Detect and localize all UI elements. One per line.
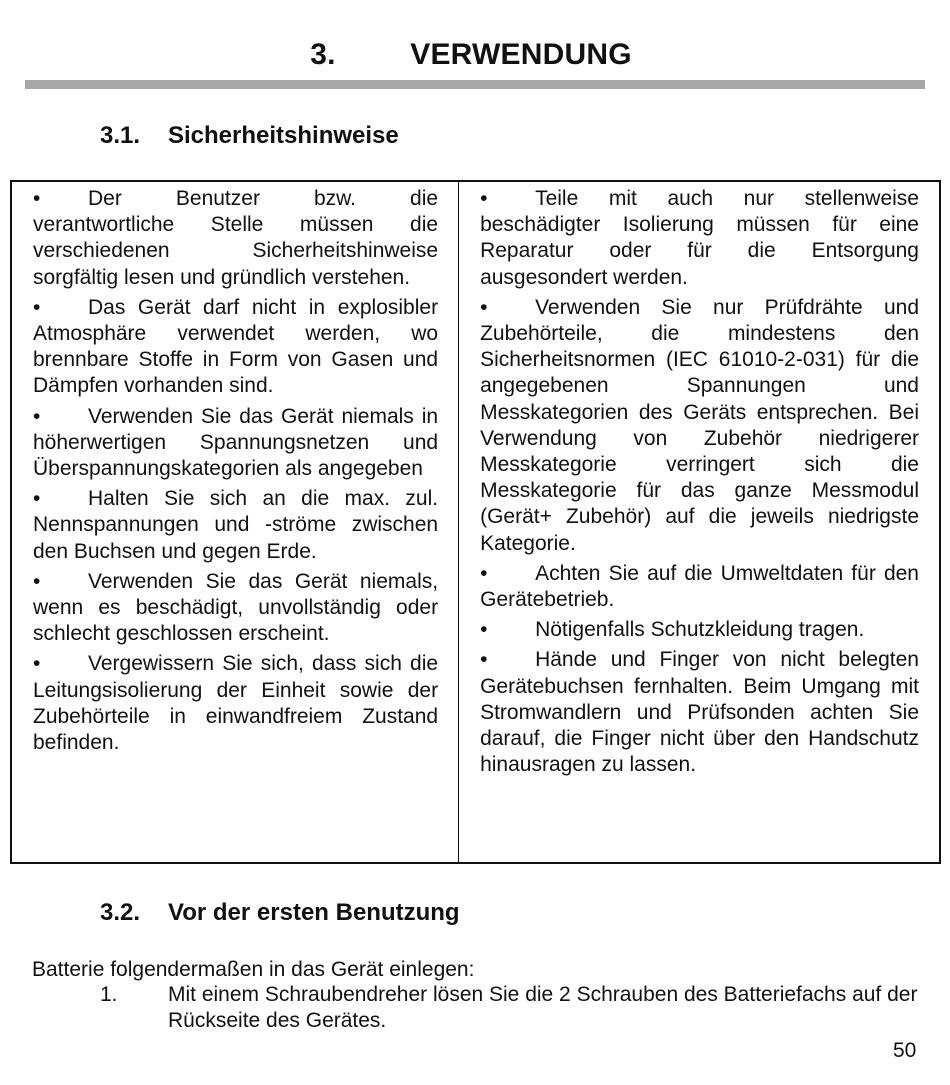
safety-column-right — [459, 182, 939, 862]
bullet-icon: • — [480, 187, 488, 210]
list-item — [100, 982, 920, 1034]
section-number: 3.2. — [100, 899, 141, 926]
bullet-icon: • — [33, 652, 41, 676]
safety-note: • Halten Sie sich an die max. zul. Nennspannungen und -ströme zwischen den Buchsen und gegen Erde. — [33, 487, 439, 563]
bullet-icon: • — [480, 618, 488, 642]
section-title: Vor der ersten Benutzung — [168, 899, 460, 926]
safety-note: • Das Gerät darf nicht in explosibler Atmosphäre verwendet werden, wo brennbare Stoffe in Form von Gasen und Dämpfen vorhanden sind. — [33, 295, 439, 398]
safety-note: • Hände und Finger von nicht belegten Gerätebuchsen fernhalten. Beim Umgang mit Stromwandlern und Prüfsonden achten Sie darauf, die Finger nicht über den Handschutz hinausragen zu lassen. — [480, 648, 919, 777]
bullet-icon: • — [33, 487, 41, 511]
safety-note: • Verwenden Sie nur Prüfdrähte und Zubehörteile, die mindestens den Sicherheitsnormen (IEC 61010-2-031) für die angegebenen Spannungen und Messkategorien des Geräts entsprechen. Bei Verwendung von Zubehör niedrigerer Messkategorie verringert sich die Messkategorie für das ganze Messmodul (Gerät+ Zubehör) auf die jeweils niedrigste Kategorie. — [480, 295, 919, 555]
bullet-icon: • — [480, 648, 488, 672]
chapter-divider — [25, 80, 925, 89]
bullet-icon: • — [480, 295, 488, 319]
bullet-icon: • — [33, 569, 41, 593]
bullet-icon: • — [33, 404, 41, 428]
section-title: Sicherheitshinweise — [168, 122, 399, 149]
bullet-icon: • — [480, 561, 488, 585]
safety-note: • Verwenden Sie das Gerät niemals in höherwertigen Spannungsnetzen und Überspannungskategorien als angegeben — [33, 404, 439, 481]
bullet-icon: • — [33, 295, 41, 319]
step-text: Mit einem Schraubendreher lösen Sie die 2 Schrauben des Batteriefachs auf der Rückseite des Gerätes. — [168, 983, 918, 1032]
section-heading-safety — [100, 122, 399, 150]
safety-column-left — [12, 182, 459, 862]
section-number: 3.1. — [100, 122, 141, 149]
step-number: 1. — [100, 983, 118, 1006]
bullet-icon: • — [33, 187, 41, 210]
safety-note: • Nötigenfalls Schutzkleidung tragen. — [480, 617, 919, 643]
safety-note: • Vergewissern Sie sich, dass sich die Leitungsisolierung der Einheit sowie der Zubehörteile in einwandfreiem Zustand befinden. — [33, 652, 439, 755]
safety-note: • Der Benutzer bzw. die verantwortliche Stelle müssen die verschiedenen Sicherheitshinweise sorgfältig lesen und gründlich verstehen. — [33, 187, 439, 289]
intro-text: Batterie folgendermaßen in das Gerät einlegen: — [32, 958, 475, 981]
safety-note: • Achten Sie auf die Umweltdaten für den Gerätebetrieb. — [480, 561, 919, 612]
chapter-title: VERWENDUNG — [410, 38, 632, 71]
safety-note: • Verwenden Sie das Gerät niemals, wenn es beschädigt, unvollständig oder schlecht geschlossen erscheint. — [33, 569, 439, 646]
safety-notes-table — [10, 180, 941, 864]
page-number: 50 — [893, 1039, 917, 1062]
chapter-heading — [0, 38, 950, 72]
safety-note: • Teile mit auch nur stellenweise beschädigter Isolierung müssen für eine Reparatur oder für die Entsorgung ausgesondert werden. — [480, 187, 919, 289]
section-heading-first-use — [100, 899, 460, 927]
chapter-number: 3. — [310, 38, 336, 71]
